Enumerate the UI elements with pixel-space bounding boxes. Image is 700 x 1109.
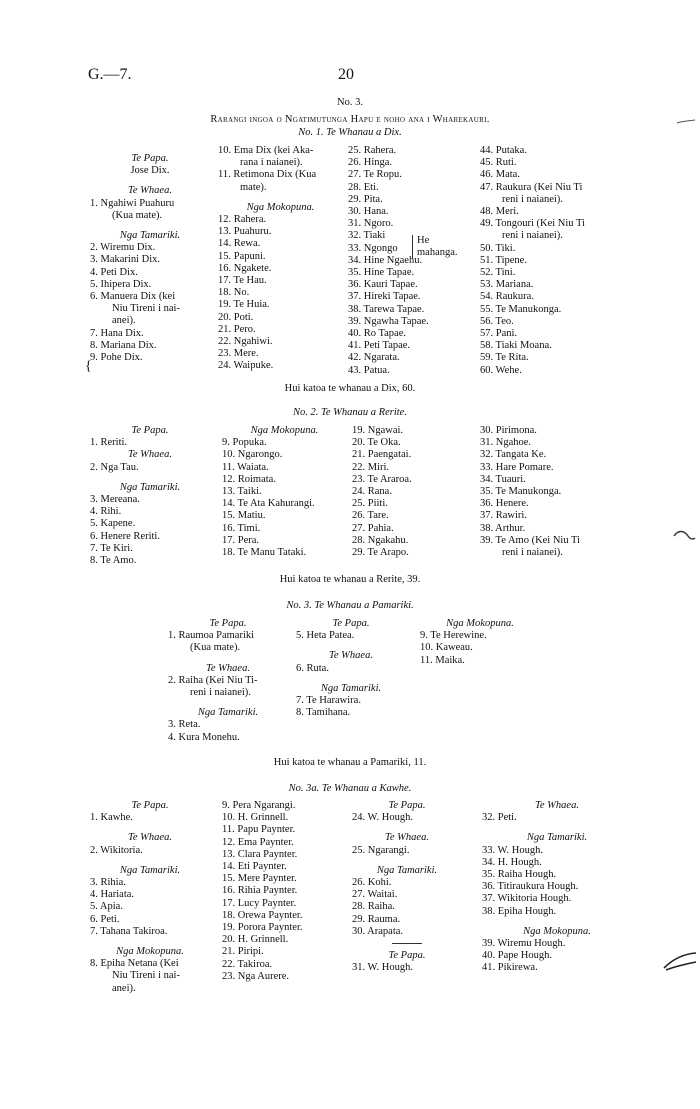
list-item: 17. Te Hau. xyxy=(218,275,267,287)
heading: Nga Tamariki. xyxy=(119,864,181,876)
list-item: 3. Reta. xyxy=(168,719,201,731)
list-item: anei). xyxy=(112,315,136,327)
list-item: 20. Te Oka. xyxy=(352,437,401,449)
margin-tick-mark xyxy=(676,118,696,126)
list-item: 13. Puahuru. xyxy=(218,226,272,238)
list-item: 24. Waipuke. xyxy=(218,360,274,372)
list-item: 17. Pera. xyxy=(222,534,260,546)
heading: Te Papa. xyxy=(388,800,426,811)
list-item: 8. Epiha Netana (Kei xyxy=(90,958,179,970)
list-item: 54. Raukura. xyxy=(480,291,534,303)
list-item: 38. Epiha Hough. xyxy=(482,905,557,917)
list-item: 39. Wiremu Hough. xyxy=(482,938,566,950)
list-item: 60. Wehe. xyxy=(480,364,522,376)
sec2-col3 xyxy=(352,425,472,559)
list-item: 43. Patua. xyxy=(348,364,390,376)
list-item: 25. Ngarangi. xyxy=(352,844,410,856)
section-3-title: No. 3. Te Whanau a Pamariki. xyxy=(286,600,414,611)
list-item: 47. Raukura (Kei Niu Ti xyxy=(480,181,583,193)
heading: Nga Tamariki. xyxy=(376,864,438,876)
summary-1: Hui katoa te whanau a Dix, 60. xyxy=(284,383,416,394)
summary-2: Hui katoa te whanau a Rerite, 39. xyxy=(279,574,421,585)
list-item: 16. Rihia Paynter. xyxy=(222,885,298,897)
list-item: Niu Tireni i nai- xyxy=(112,303,180,315)
list-item: 20. H. Grinnell. xyxy=(222,934,289,946)
list-item: 11. Waiata. xyxy=(222,461,269,473)
heading: Nga Tamariki. xyxy=(320,682,382,694)
list-item: 3. Mereana. xyxy=(90,494,140,506)
list-item: rana i naianei). xyxy=(240,157,303,169)
heading: Te Whaea. xyxy=(535,800,579,811)
list-item: 28. Eti. xyxy=(348,181,379,193)
list-item: 42. Ngarata. xyxy=(348,352,400,364)
list-item: 29. Pita. xyxy=(348,193,383,205)
list-item: 29. Te Arapo. xyxy=(352,547,409,559)
list-item: 4. Hariata. xyxy=(90,889,135,901)
list-item: 7. Tahana Takiroa. xyxy=(90,925,168,937)
list-item: 10. Kaweau. xyxy=(420,642,473,654)
list-item: 45. Ruti. xyxy=(480,157,517,169)
list-item: 38. Tarewa Tapae. xyxy=(348,303,425,315)
list-item: 37. Rawiri. xyxy=(480,510,527,522)
list-item: 6. Henere Reriti. xyxy=(90,530,160,542)
heading: Te Whaea. xyxy=(128,185,172,197)
list-item: 1. Raumoa Pamariki xyxy=(168,630,255,642)
page-header-ref: G.—7. xyxy=(88,66,132,83)
list-item: anei). xyxy=(112,982,136,994)
list-item: 6. Manuera Dix (kei xyxy=(90,291,176,303)
list-item: 15. Papuni. xyxy=(218,250,266,262)
list-item: 4. Peti Dix. xyxy=(90,266,138,278)
heading: Te Papa. xyxy=(131,153,169,164)
sec4-col3 xyxy=(352,800,462,974)
list-item: 59. Te Rita. xyxy=(480,352,529,364)
heading: Te Papa. xyxy=(332,618,370,629)
list-item: 36. Kauri Tapae. xyxy=(348,279,418,291)
list-item: 56. Teo. xyxy=(480,315,514,327)
heading: Nga Tamariki. xyxy=(119,481,181,493)
list-item: 23. Nga Aurere. xyxy=(222,970,290,982)
list-item: 31. W. Hough. xyxy=(352,962,413,974)
list-item: 28. Ngakahu. xyxy=(352,534,409,546)
list-item: 11. Papu Paynter. xyxy=(222,824,296,836)
list-item: 10. H. Grinnell. xyxy=(222,812,289,824)
list-item: 14. Eti Paynter. xyxy=(222,861,287,873)
list-item: 24. Rana. xyxy=(352,486,392,498)
list-item: 46. Mata. xyxy=(480,169,520,181)
list-item: 11. Retimona Dix (Kua xyxy=(218,169,317,181)
sec2-col1 xyxy=(90,425,210,567)
list-item: 13. Taiki. xyxy=(222,486,262,498)
list-item: 48. Meri. xyxy=(480,206,519,218)
list-item: 15. Matiu. xyxy=(222,510,266,522)
list-item: 55. Te Manukonga. xyxy=(480,303,562,315)
heading: Te Papa. xyxy=(131,800,169,811)
brace-mark: { xyxy=(85,359,92,374)
list-item: 24. W. Hough. xyxy=(352,812,413,824)
heading: Nga Mokopuna. xyxy=(246,201,315,213)
list-item: 18. No. xyxy=(218,287,250,299)
list-item: 27. Te Ropu. xyxy=(348,169,402,181)
list-item: 29. Rauma. xyxy=(352,913,401,925)
list-item: 15. Mere Paynter. xyxy=(222,873,297,885)
sec1-col3 xyxy=(348,145,478,377)
list-item: 37. Wikitoria Hough. xyxy=(482,893,572,905)
list-item: 7. Te Kiri. xyxy=(90,542,133,554)
list-item: 22. Ngahiwi. xyxy=(218,336,273,348)
list-item: 36. Titiraukura Hough. xyxy=(482,881,579,893)
list-item: 18. Te Manu Tataki. xyxy=(222,547,307,559)
list-item: 9. Te Herewine. xyxy=(420,630,487,642)
list-item: 19. Ngawai. xyxy=(352,425,404,436)
list-item: 8. Te Amo. xyxy=(90,555,137,567)
sec3-col3 xyxy=(420,618,540,667)
list-item: 32. Tangata Ke. xyxy=(480,449,547,461)
list-item: 6. Peti. xyxy=(90,913,120,925)
list-item: 33. W. Hough. xyxy=(482,844,543,856)
heading: Te Papa. xyxy=(388,950,426,962)
heading: Nga Mokopuna. xyxy=(250,425,319,436)
list-item: 57. Pani. xyxy=(480,328,518,340)
list-item: reni i naianei). xyxy=(190,687,251,699)
list-item: 27. Pahia. xyxy=(352,522,394,534)
list-item: 16. Ngakete. xyxy=(218,262,272,274)
list-item: 6. Ruta. xyxy=(296,662,329,674)
heading: Nga Tamariki. xyxy=(197,707,259,719)
list-item: 9. Pera Ngarangi. xyxy=(222,800,296,811)
list-item: 14. Rewa. xyxy=(218,238,261,250)
sec2-col4 xyxy=(480,425,640,559)
list-item: 12. Rahera. xyxy=(218,214,267,226)
margin-scribble-mark xyxy=(672,528,696,544)
list-item: 10. Ngarongo. xyxy=(222,449,283,461)
list-item: 58. Tiaki Moana. xyxy=(480,340,552,352)
list-item: 17. Lucy Paynter. xyxy=(222,897,297,909)
heading: Nga Mokopuna. xyxy=(116,946,184,958)
list-item: 9. Popuka. xyxy=(222,437,267,449)
list-item: 20. Poti. xyxy=(218,311,254,323)
sec1-col4 xyxy=(480,145,640,377)
section-2-title: No. 2. Te Whanau a Rerite. xyxy=(293,407,407,418)
list-item: 51. Tipene. xyxy=(480,254,527,266)
list-item: 41. Pikirewa. xyxy=(482,962,538,974)
list-item: 52. Tini. xyxy=(480,267,516,279)
list-item: 30. Hana. xyxy=(348,206,389,218)
list-item: 50. Tiki. xyxy=(480,242,516,254)
list-item: 34. Tuauri. xyxy=(480,473,526,485)
sec4-col2 xyxy=(222,800,342,983)
list-item: reni i naianei). xyxy=(502,230,563,242)
sec4-col1 xyxy=(90,800,210,995)
list-item: 30. Arapata. xyxy=(352,925,404,937)
list-item: 22. Miri. xyxy=(352,461,390,473)
sec4-col4 xyxy=(482,800,632,975)
list-item: 9. Pohe Dix. xyxy=(90,352,143,364)
section-number: No. 3. xyxy=(337,97,363,108)
list-item: 5. Ihipera Dix. xyxy=(90,278,152,290)
list-item: 35. Hine Tapae. xyxy=(348,267,415,279)
sec1-col2 xyxy=(218,145,343,373)
heading: Nga Tamariki. xyxy=(119,230,181,242)
list-item: 7. Hana Dix. xyxy=(90,327,144,339)
divider xyxy=(352,938,462,950)
list-item: 39. Te Amo (Kei Niu Ti xyxy=(480,534,581,546)
list-item: reni i naianei). xyxy=(502,547,563,559)
list-item: 53. Mariana. xyxy=(480,279,534,291)
heading: Te Whaea. xyxy=(385,832,429,844)
list-item: 26. Kohi. xyxy=(352,877,392,889)
sec3-col1 xyxy=(168,618,288,744)
list-item: 41. Peti Tapae. xyxy=(348,340,411,352)
page-number: 20 xyxy=(338,66,354,83)
list-item: 49. Tongouri (Kei Niu Ti xyxy=(480,218,585,230)
list-item: 33. Ngongo xyxy=(348,242,398,254)
list-item: 3. Makarini Dix. xyxy=(90,254,160,266)
list-item: 1. Kawhe. xyxy=(90,812,133,824)
list-item: mate). xyxy=(240,181,267,193)
list-item: 22. Takiroa. xyxy=(222,958,273,970)
section-1-title: No. 1. Te Whanau a Dix. xyxy=(298,127,402,138)
list-item: 25. Piiti. xyxy=(352,498,388,510)
list-item: 11. Maika. xyxy=(420,654,465,666)
twins-note: He mahanga. xyxy=(412,235,465,259)
list-item: (Kua mate). xyxy=(112,209,163,221)
list-item: 19. Te Huia. xyxy=(218,299,270,311)
list-item: 3. Rihia. xyxy=(90,877,126,889)
list-item: 1. Ngahiwi Puahuru xyxy=(90,197,175,209)
list-item: 36. Henere. xyxy=(480,498,529,510)
list-item: 21. Paengatai. xyxy=(352,449,412,461)
sec2-col2 xyxy=(222,425,347,559)
list-item: 2. Wikitoria. xyxy=(90,844,143,856)
list-item: 44. Putaka. xyxy=(480,145,527,156)
list-item: 30. Pirimona. xyxy=(480,425,537,436)
main-title: Rarangi ingoa o Ngatimutunga Hapu e noho ana i Wharekauri. xyxy=(210,114,490,125)
section-3a-title: No. 3a. Te Whanau a Kawhe. xyxy=(288,783,412,794)
list-item: reni i naianei). xyxy=(502,193,563,205)
list-item: 5. Kapene. xyxy=(90,518,136,530)
list-item: 12. Roimata. xyxy=(222,473,276,485)
heading: Te Whaea. xyxy=(329,650,373,662)
list-item: 16. Timi. xyxy=(222,522,261,534)
list-item: 21. Piripi. xyxy=(222,946,264,958)
heading: Te Whaea. xyxy=(128,449,172,461)
list-item: 31. Ngahoe. xyxy=(480,437,532,449)
heading: Te Papa. xyxy=(131,425,169,436)
list-item: 26. Tare. xyxy=(352,510,389,522)
list-item: 31. Ngoro. xyxy=(348,218,394,230)
list-item: 19. Porora Paynter. xyxy=(222,922,303,934)
summary-3: Hui katoa te whanau a Pamariki, 11. xyxy=(273,757,427,768)
list-item: 8. Tamihana. xyxy=(296,707,351,719)
list-item: 14. Te Ata Kahurangi. xyxy=(222,498,315,510)
list-item: 2. Nga Tau. xyxy=(90,461,139,473)
sec1-col1 xyxy=(90,145,210,364)
list-item: 35. Te Manukonga. xyxy=(480,486,562,498)
list-item: 40. Pape Hough. xyxy=(482,950,552,962)
list-item: 33. Hare Pomare. xyxy=(480,461,554,473)
list-item: 4. Rihi. xyxy=(90,506,122,518)
list-item: 23. Mere. xyxy=(218,348,259,360)
sec3-col2 xyxy=(296,618,406,719)
list-item: 38. Arthur. xyxy=(480,522,526,534)
list-item: Niu Tireni i nai- xyxy=(112,970,180,982)
list-item: 12. Ema Paynter. xyxy=(222,836,294,848)
list-item: 4. Kura Monehu. xyxy=(168,731,240,743)
list-item: 26. Hinga. xyxy=(348,157,393,169)
list-item: 37. Hireki Tapae. xyxy=(348,291,421,303)
list-item: 23. Te Araroa. xyxy=(352,473,412,485)
list-item: 32. Peti. xyxy=(482,812,517,824)
list-item: 34. Hine Ngaehu. xyxy=(348,254,423,266)
list-item: 40. Ro Tapae. xyxy=(348,328,406,340)
list-item: 13. Clara Paynter. xyxy=(222,848,298,860)
list-item: (Kua mate). xyxy=(190,642,241,654)
list-item: 34. H. Hough. xyxy=(482,856,542,868)
list-item: 28. Raiha. xyxy=(352,901,395,913)
heading: Te Papa. xyxy=(209,618,247,629)
list-item: 5. Heta Patea. xyxy=(296,630,355,642)
list-item: 39. Ngawha Tapae. xyxy=(348,315,429,327)
heading: Nga Mokopuna. xyxy=(446,618,514,629)
list-item: 2. Wiremu Dix. xyxy=(90,242,156,254)
list-item: 7. Te Harawira. xyxy=(296,695,361,707)
list-item: 35. Raiha Hough. xyxy=(482,869,557,881)
list-item: 18. Orewa Paynter. xyxy=(222,909,303,921)
list-item: 5. Apia. xyxy=(90,901,123,913)
list-item: 21. Pero. xyxy=(218,323,256,335)
heading: Te Whaea. xyxy=(128,832,172,844)
margin-scribble-mark xyxy=(662,950,698,974)
list-item: 8. Mariana Dix. xyxy=(90,339,157,351)
list-item: 25. Rahera. xyxy=(348,145,397,156)
list-item: 10. Ema Dix (kei Aka- xyxy=(218,145,314,156)
list-item: 32. Tiaki xyxy=(348,230,386,242)
list-item: Jose Dix. xyxy=(130,165,170,177)
list-item: 27. Waitai. xyxy=(352,889,398,901)
heading: Nga Mokopuna. xyxy=(523,925,591,937)
heading: Te Whaea. xyxy=(206,662,250,674)
heading: Nga Tamariki. xyxy=(526,832,588,844)
list-item: 2. Raiha (Kei Niu Ti- xyxy=(168,674,258,686)
list-item: 1. Reriti. xyxy=(90,437,128,449)
